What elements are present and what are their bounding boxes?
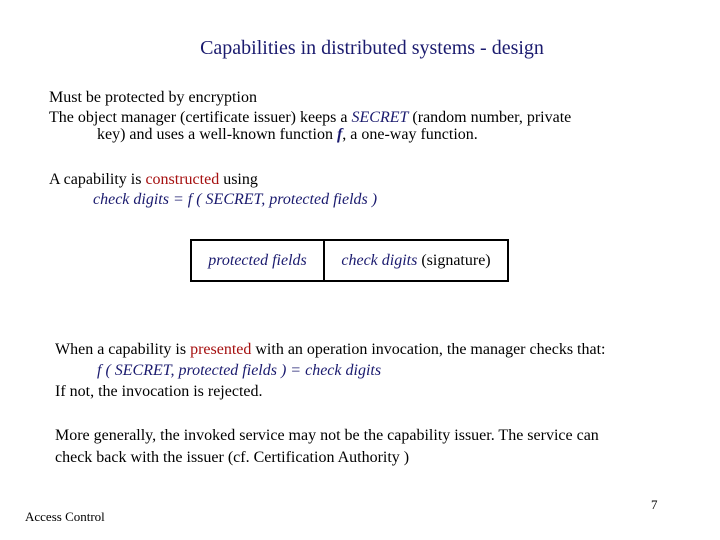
intro-line-3-a: key) and uses a well-known function	[97, 126, 337, 143]
construct-formula: check digits = f ( SECRET, protected fields )	[93, 191, 378, 208]
presented-term: presented	[190, 341, 252, 358]
footer-label: Access Control	[25, 509, 105, 524]
construct-line-b: using	[219, 171, 258, 188]
constructed-term: constructed	[145, 171, 220, 188]
intro-line-2-a: The object manager (certificate issuer) keeps a	[49, 109, 352, 126]
protected-fields-cell	[192, 241, 325, 280]
protected-fields-label: protected fields	[208, 251, 307, 269]
page-number: 7	[651, 497, 658, 512]
intro-line-3	[97, 125, 478, 144]
intro-line-3-b: , a one-way function.	[342, 126, 478, 143]
function-f-term: f	[336, 126, 343, 143]
signature-label: (signature)	[417, 251, 491, 269]
present-line-1-b: with an operation invocation, the manager checks that:	[251, 341, 606, 358]
construct-line-a: A capability is	[49, 171, 146, 188]
intro-line-2-b: (random number, private	[408, 109, 572, 126]
present-formula: f ( SECRET, protected fields ) = check digits	[97, 362, 382, 379]
construct-line	[49, 170, 258, 189]
present-line-1	[55, 340, 605, 359]
present-line-1-a: When a capability is	[55, 341, 191, 358]
capability-structure-box	[190, 239, 509, 282]
general-line-2: check back with the issuer (cf. Certification Authority )	[55, 449, 410, 466]
check-digits-cell	[325, 241, 507, 280]
page-title: Capabilities in distributed systems - design	[200, 37, 544, 59]
intro-line-1: Must be protected by encryption	[49, 89, 257, 106]
check-digits-label: check digits	[341, 251, 418, 269]
present-line-3: If not, the invocation is rejected.	[55, 383, 263, 400]
secret-term: SECRET	[351, 109, 409, 126]
general-line-1: More generally, the invoked service may not be the capability issuer. The service can	[55, 427, 599, 444]
